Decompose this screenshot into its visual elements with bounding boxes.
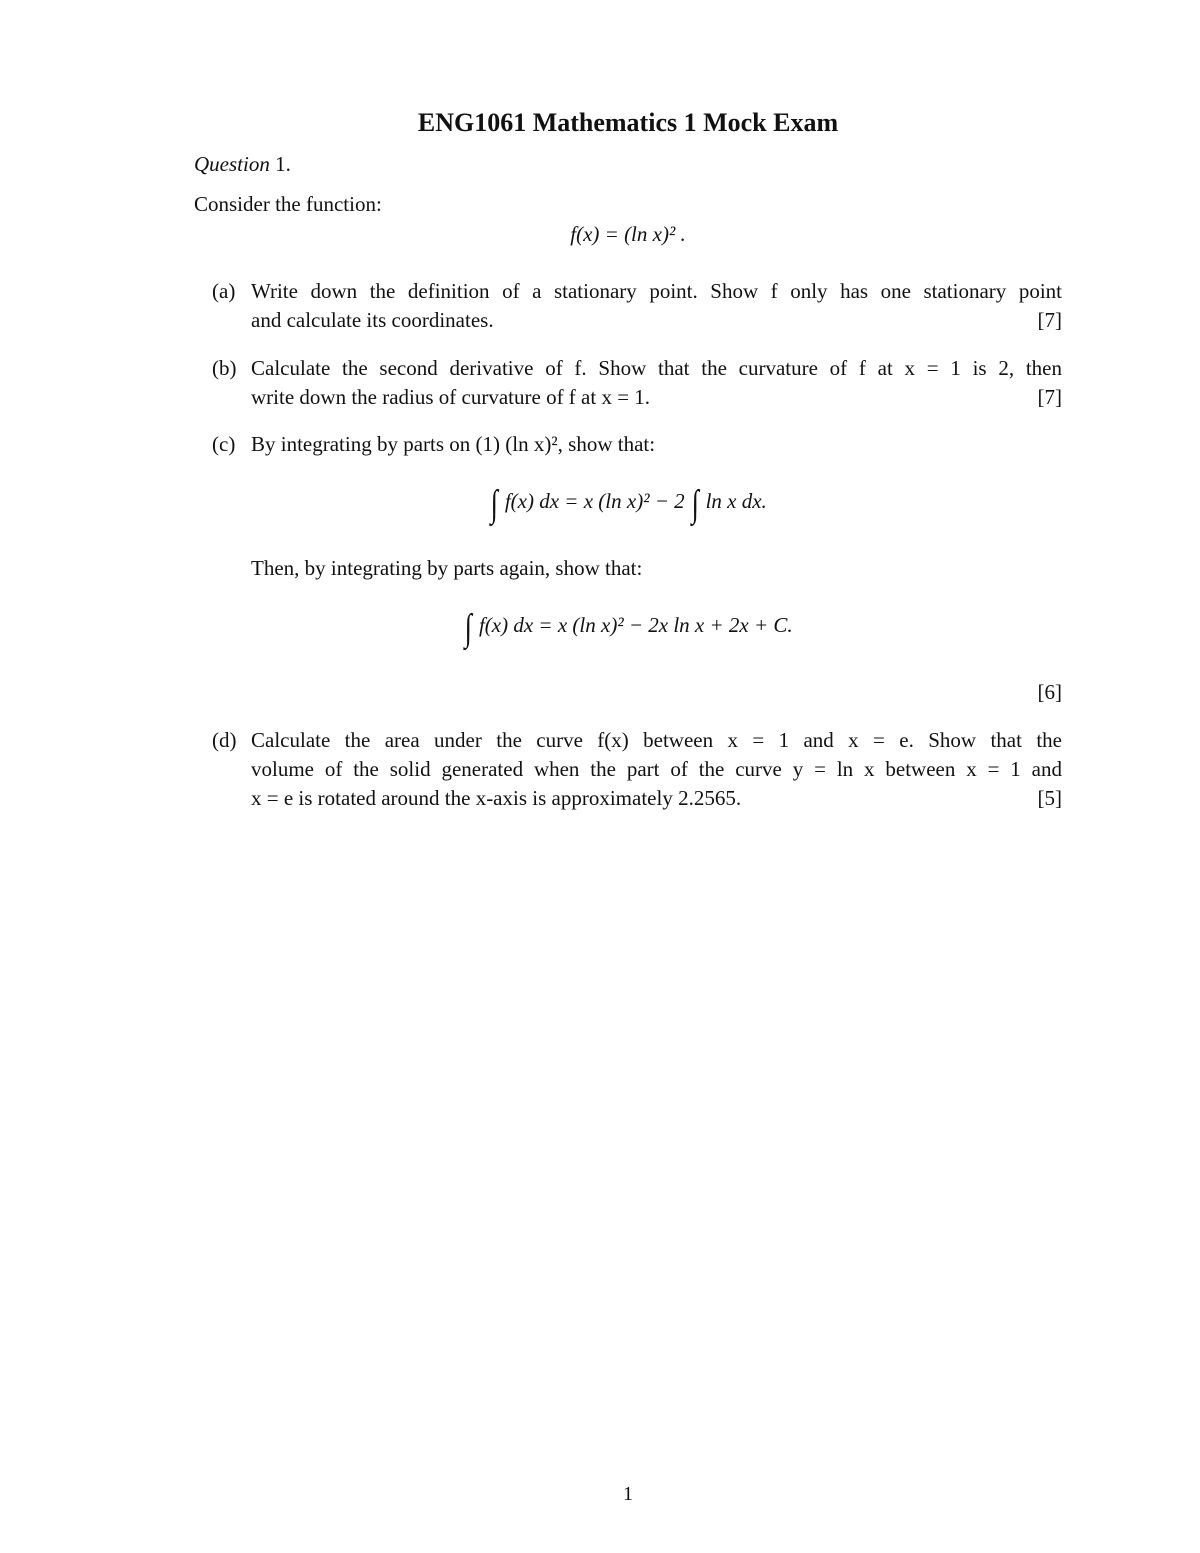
part-b-label: (b) [212,356,237,380]
part-a [212,277,1062,335]
integral-sign: ∫ [464,607,473,649]
integral-sign: ∫ [691,483,699,525]
eq2-text: f(x) dx = x (ln x)² − 2x ln x + 2x + C. [478,613,793,637]
question-label [194,152,291,177]
part-a-label: (a) [212,279,236,303]
part-d-line3: x = e is rotated around the x-axis is approximately 2.2565. [251,786,742,810]
part-b [212,354,1062,412]
part-b-line1: Calculate the second derivative of f. Show that the curvature of f at x = 1 is 2, then [251,356,1062,380]
intro-text: Consider the function: [194,192,382,216]
page-number: 1 [623,1483,633,1505]
part-d-marks: [5] [1037,786,1062,810]
integral-equation-2 [0,606,1200,650]
eq1-text: f(x) dx = x (ln x)² − 2 [504,489,685,513]
part-d-line2: volume of the solid generated when the part of the curve y = ln x between x = 1 and [251,757,1062,781]
part-b-line2: write down the radius of curvature of f at x = 1. [251,385,651,409]
integral-sign: ∫ [490,483,499,525]
part-a-marks: [7] [1037,308,1062,332]
part-c-label: (c) [212,432,236,456]
part-d [212,726,1062,813]
part-c-marks-row [212,678,1062,707]
integral-equation-1 [0,482,1200,526]
part-a-line1: Write down the definition of a stationary point. Show f only has one stationary point [251,279,1062,303]
part-d-label: (d) [212,728,237,752]
part-c-then [212,554,1062,583]
question-word: Question [194,152,270,176]
function-equation: f(x) = (ln x)² . [570,222,686,246]
part-c-then-text: Then, by integrating by parts again, show that: [251,556,643,580]
part-c-line1: By integrating by parts on (1) (ln x)², show that: [251,432,656,456]
page-title: ENG1061 Mathematics 1 Mock Exam [417,108,839,137]
part-c-marks: [6] [1037,680,1062,704]
part-d-line1: Calculate the area under the curve f(x) between x = 1 and x = e. Show that the [251,728,1062,752]
part-c [212,430,1062,459]
part-b-marks: [7] [1037,385,1062,409]
part-a-line2: and calculate its coordinates. [251,308,494,332]
question-number: 1. [275,152,291,176]
eq1-tail: ln x dx. [705,489,767,513]
